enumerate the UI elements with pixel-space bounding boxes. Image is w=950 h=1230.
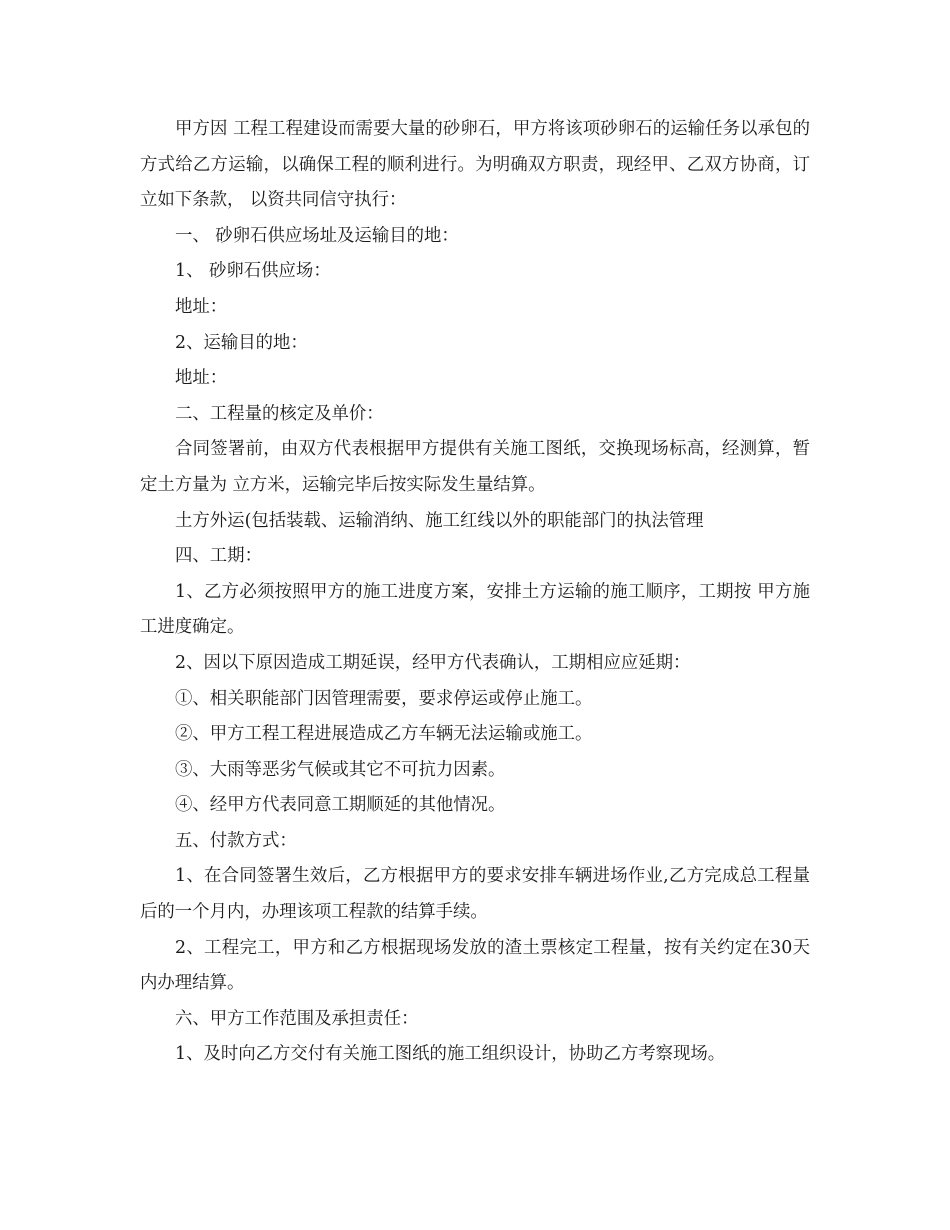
- item-schedule-2: 2、因以下原因造成工期延误，经甲方代表确认，工期相应应延期：: [175, 652, 691, 673]
- address-label: 地址：: [175, 368, 228, 389]
- heading-supply-site: 一、 砂卵石供应场址及运输目的地：: [175, 225, 459, 246]
- heading-payment: 五、付款方式：: [175, 830, 297, 851]
- item-party-a-duty-1: 1、及时向乙方交付有关施工图纸的施工组织设计，协助乙方考察现场。: [175, 1044, 726, 1065]
- paragraph-intro: 甲方因 工程工程建设而需要大量的砂卵石，甲方将该项砂卵石的运输任务以承包的方式给乙方运输，以确保工程的顺利进行。为明确双方职责，现经甲、乙双方协商，订立如下条款， 以资共同信守执行：: [140, 119, 810, 211]
- sub-item-3: ③、大雨等恶劣气候或其它不可抗力因素。: [175, 759, 506, 780]
- item-destination: 2、运输目的地：: [175, 332, 308, 353]
- heading-schedule: 四、工期：: [175, 546, 262, 567]
- sub-item-2: ②、甲方工程工程进展造成乙方车辆无法运输或施工。: [175, 724, 593, 745]
- document-body: [140, 112, 810, 1073]
- heading-quantity-price: 二、工程量的核定及单价：: [175, 403, 384, 424]
- item-schedule-1: 1、乙方必须按照甲方的施工进度方案，安排土方运输的施工顺序，工期按 甲方施工进度确定。: [140, 581, 810, 638]
- paragraph-quantity: 合同签署前，由双方代表根据甲方提供有关施工图纸，交换现场标高，经测算，暂定土方量为 立方米，运输完毕后按实际发生量结算。: [140, 439, 810, 495]
- item-supply-site: 1、 砂卵石供应场：: [175, 261, 331, 282]
- sub-item-1: ①、相关职能部门因管理需要，要求停运或停止施工。: [175, 688, 593, 709]
- paragraph-earthwork: 土方外运(包括装载、运输消纳、施工红线以外的职能部门的执法管理: [175, 510, 704, 531]
- heading-party-a-duties: 六、甲方工作范围及承担责任：: [175, 1008, 419, 1029]
- item-payment-2: 2、工程完工，甲方和乙方根据现场发放的渣土票核定工程量，按有关约定在30天内办理结算。: [140, 937, 810, 994]
- address-label: 地址：: [175, 296, 228, 317]
- item-payment-1: 1、在合同签署生效后，乙方根据甲方的要求安排车辆进场作业,乙方完成总工程量后的一个月内，办理该项工程款的结算手续。: [140, 866, 810, 923]
- sub-item-4: ④、经甲方代表同意工期顺延的其他情况。: [175, 795, 506, 816]
